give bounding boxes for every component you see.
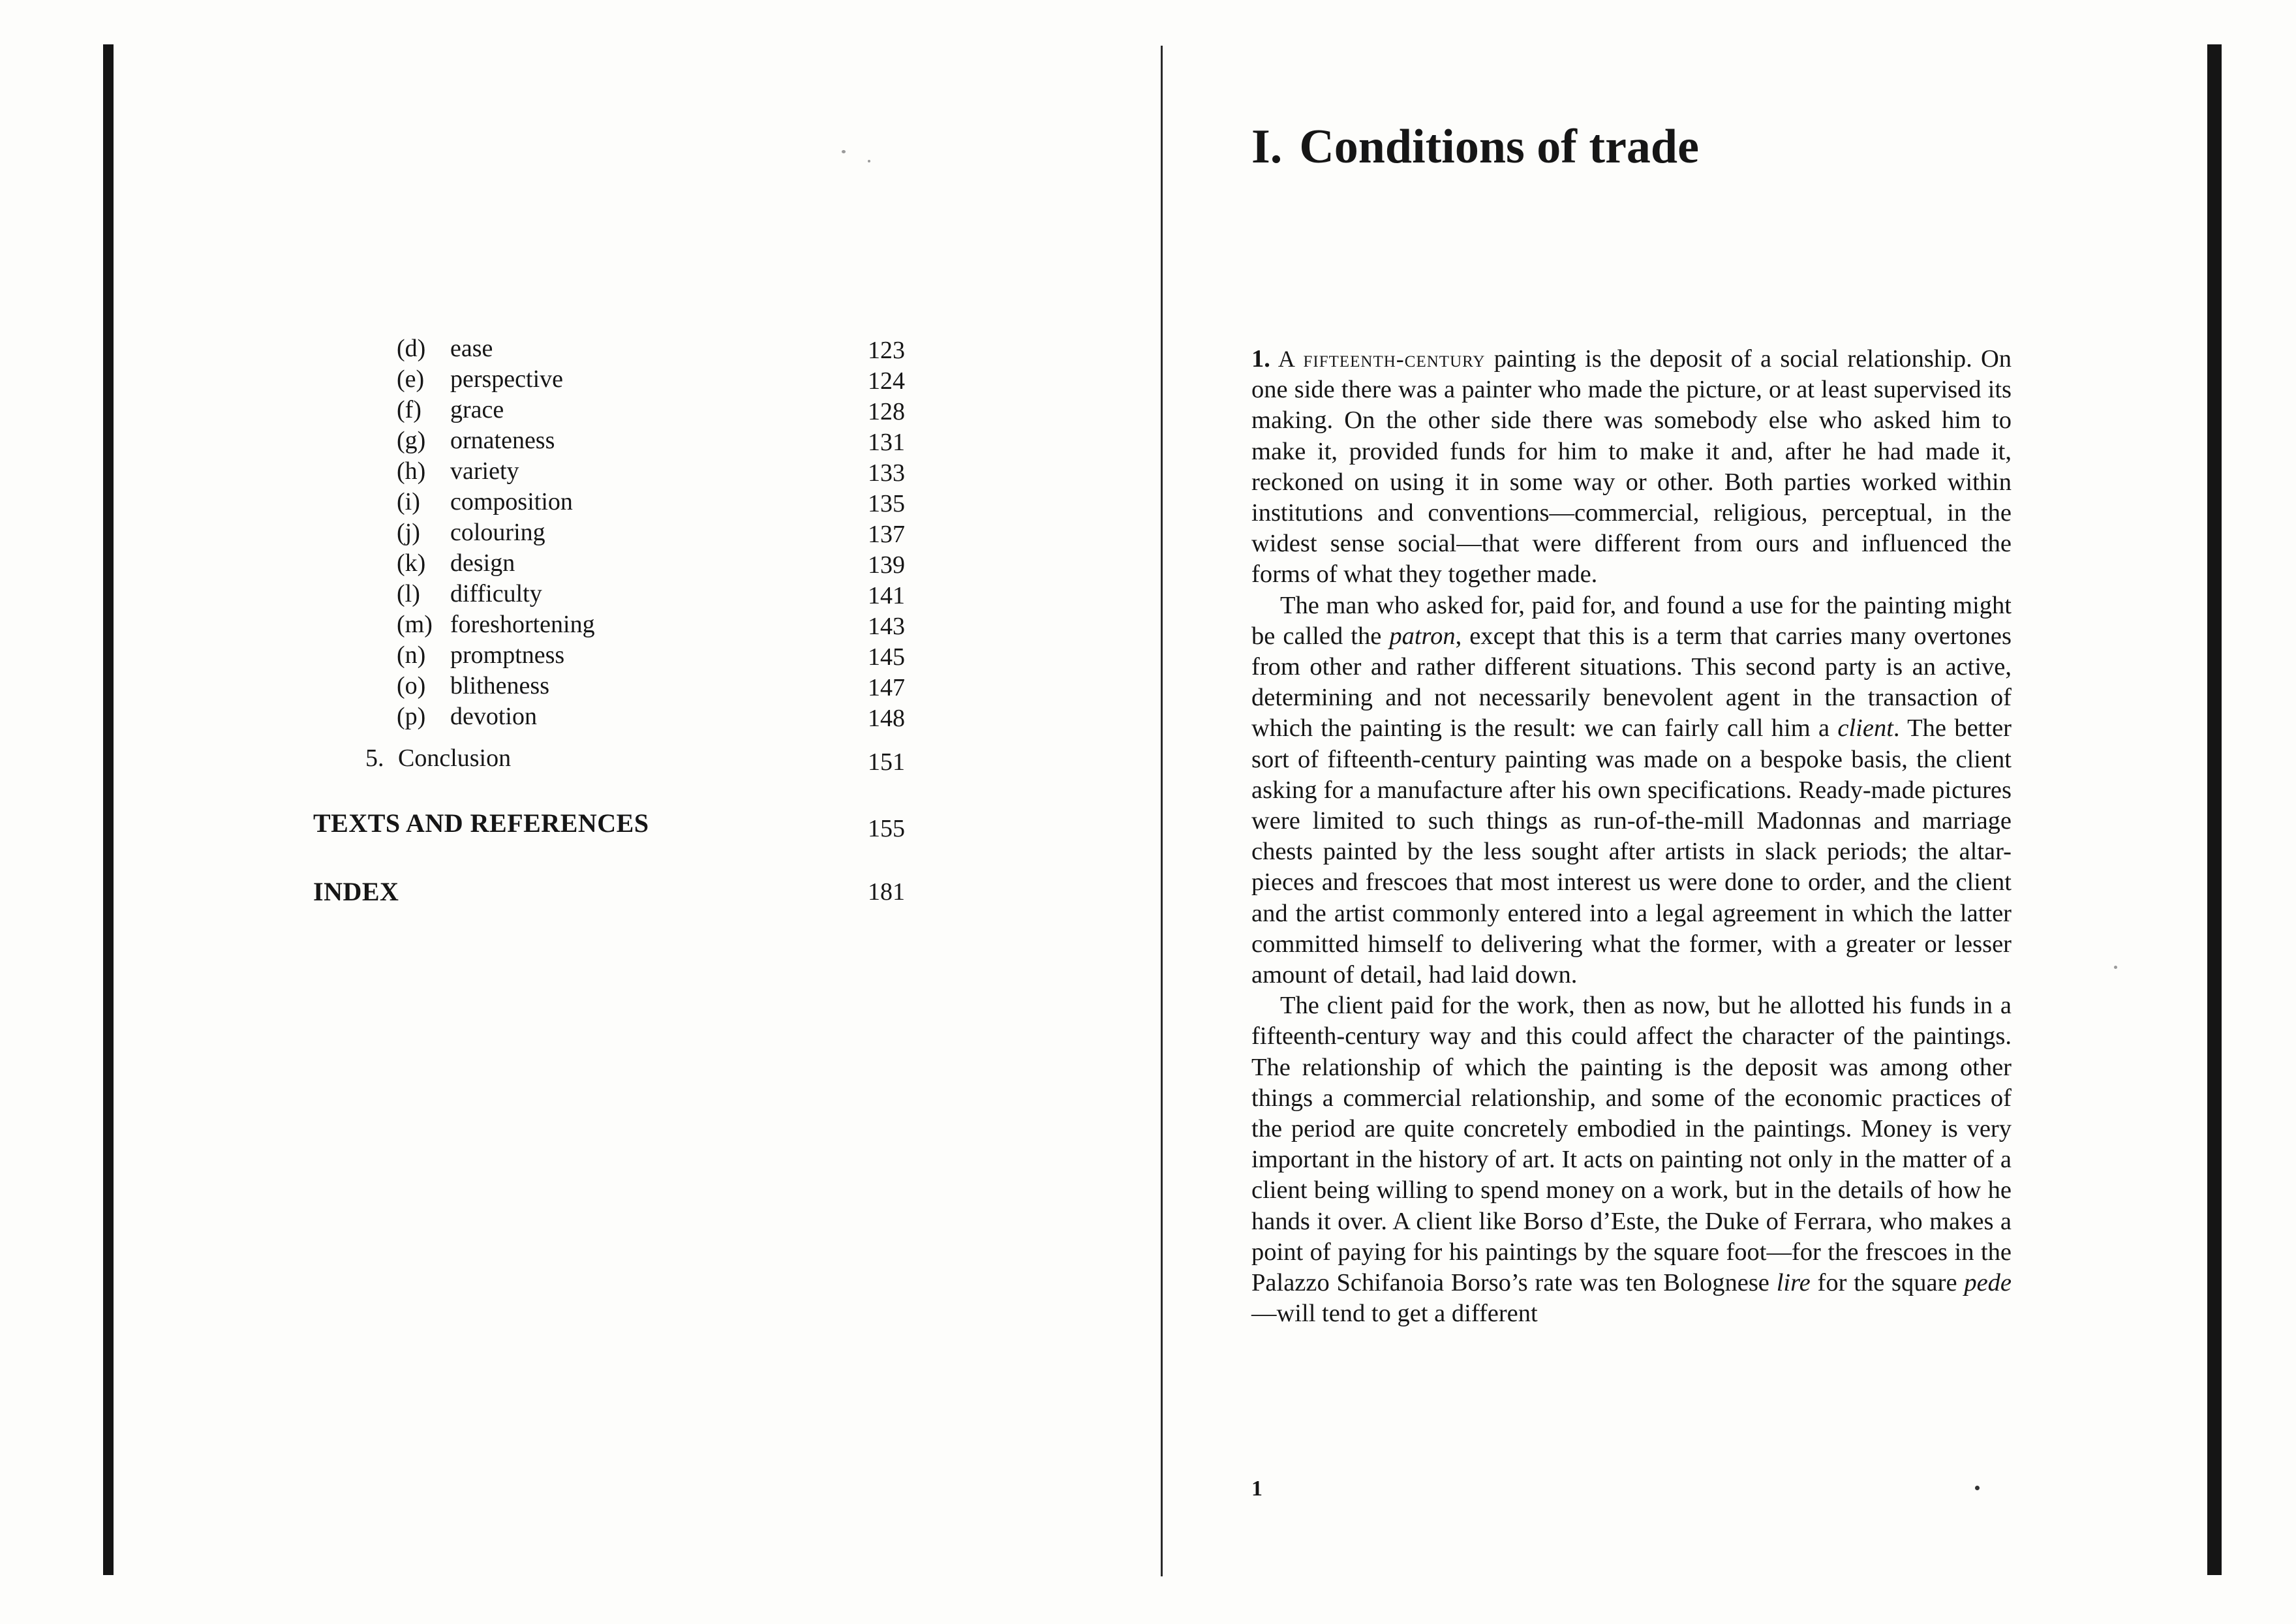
entry-label: ease [450, 335, 493, 362]
section-page-number: 151 [868, 748, 905, 776]
paragraph-number: 1. [1251, 345, 1270, 373]
section-number: 5. [365, 744, 384, 772]
entry-label: composition [450, 488, 573, 515]
entry-label: variety [450, 457, 519, 485]
entry-letter: (l) [397, 580, 420, 607]
entry-page-number: 143 [868, 613, 905, 640]
contents-section-conclusion [365, 743, 511, 774]
entry-label: devotion [450, 703, 537, 730]
paragraph [1251, 344, 2012, 590]
paragraph-text: —will tend to get a different [1251, 1300, 1538, 1328]
entry-page-number: 131 [868, 429, 905, 456]
entry-letter: (o) [397, 672, 426, 699]
entry-label: difficulty [450, 580, 542, 607]
entry-letter: (p) [397, 703, 426, 730]
emphasis: patron [1389, 622, 1456, 650]
entry-page-number: 139 [868, 551, 905, 579]
entry-letter: (e) [397, 365, 425, 393]
chapter-title [1251, 117, 1699, 176]
paragraph-text: . The better sort of fifteenth-century painting was made on a bespoke basis, the client asking for a manufacture after his own specifications. Ready-made pictures were limited to such things as run-of-the-mill Madonnas and marriage chests painted by the less sought after artists in slack periods; the altar-pieces and frescoes that most interest us were done to order, and the client and the artist commonly entered into a legal agreement in which the latter committed himself to delivering what the former, with a greater or lesser amount of detail, had laid down. [1251, 714, 2012, 989]
chapter-body [1251, 344, 2012, 1330]
entry-label: ornateness [450, 427, 555, 454]
entry-letter: (m) [397, 611, 433, 638]
small-caps-opening: A fifteenth-century [1278, 346, 1486, 372]
scan-edge-right [2207, 44, 2222, 1575]
texts-page-number: 155 [868, 815, 905, 842]
entry-label: blitheness [450, 672, 549, 699]
entry-page-number: 145 [868, 643, 905, 671]
entry-letter: (i) [397, 488, 420, 515]
entry-letter: (n) [397, 641, 426, 669]
paragraph [1251, 990, 2012, 1329]
entry-page-number: 137 [868, 521, 905, 548]
paragraph-text: , except that this is a term that carries many overtones from other and rather different situations. This second party is an active, determining and not necessarily benevolent agent in the transaction of which the painting is the result: we can fairly call him a [1251, 622, 2012, 743]
page-gutter [1161, 46, 1163, 1576]
paragraph-text: painting is the deposit of a social relationship. On one side there was a painter who made the picture, or at least supervised its making. On the other side there was somebody else who asked him to make it, provided funds for him to make it and, after he had made it, reckoned on using it in some way or other. Both parties worked within institutions and conventions—commercial, religious, perceptual, in the widest sense social—that were different from ours and influenced the forms of what they together made. [1251, 345, 2012, 589]
page-number: 1 [1251, 1477, 1263, 1501]
entry-label: promptness [450, 641, 565, 669]
scan-speck [2114, 966, 2117, 969]
emphasis: client [1837, 714, 1893, 743]
entry-label: foreshortening [450, 611, 595, 638]
entry-label: grace [450, 396, 504, 423]
entry-letter: (d) [397, 335, 426, 362]
index-page-number: 181 [868, 878, 905, 906]
scan-speck [1975, 1486, 1980, 1490]
entry-label: perspective [450, 365, 564, 393]
paragraph-text: for the square [1810, 1269, 1965, 1297]
emphasis: lire [1776, 1269, 1811, 1297]
entry-page-number: 123 [868, 337, 905, 364]
entry-letter: (g) [397, 427, 426, 454]
paragraph [1251, 590, 2012, 991]
entry-page-number: 124 [868, 367, 905, 395]
entry-page-number: 133 [868, 459, 905, 487]
entry-page-number: 147 [868, 674, 905, 701]
entry-letter: (k) [397, 549, 426, 577]
entry-label: colouring [450, 519, 545, 546]
contents-texts-and-references: TEXTS AND REFERENCES [313, 808, 649, 838]
chapter-title-text: Conditions of trade [1299, 120, 1699, 174]
entry-page-number: 128 [868, 398, 905, 425]
entry-letter: (f) [397, 396, 421, 423]
entry-page-number: 148 [868, 705, 905, 732]
entry-label: design [450, 549, 515, 577]
section-label: Conclusion [398, 744, 512, 772]
paragraph-text: The client paid for the work, then as now, but he allotted his funds in a fifteenth-century way and this could affect the character of the paintings. The relationship of which the painting is the deposit was among other things a commercial relationship, and some of the economic practices of the period are quite concretely embodied in the paintings. Money is very important in the history of art. It acts on painting not only in the matter of a client being willing to spend money on a work, but in the details of how he hands it over. A client like Borso d’Este, the Duke of Ferrara, who makes a point of paying for his paintings by the square foot—for the frescoes in the Palazzo Schifanoia Borso’s rate was ten Bolognese [1251, 992, 2012, 1297]
paragraph-text: The man who asked for, paid for, and found a use for the painting might be called the [1251, 591, 2012, 650]
entry-letter: (j) [397, 519, 420, 546]
entry-page-number: 141 [868, 582, 905, 609]
chapter-number: I. [1251, 120, 1283, 174]
emphasis: pede [1964, 1269, 2012, 1297]
contents-index: INDEX [313, 877, 399, 906]
entry-letter: (h) [397, 457, 426, 485]
entry-page-number: 135 [868, 490, 905, 517]
